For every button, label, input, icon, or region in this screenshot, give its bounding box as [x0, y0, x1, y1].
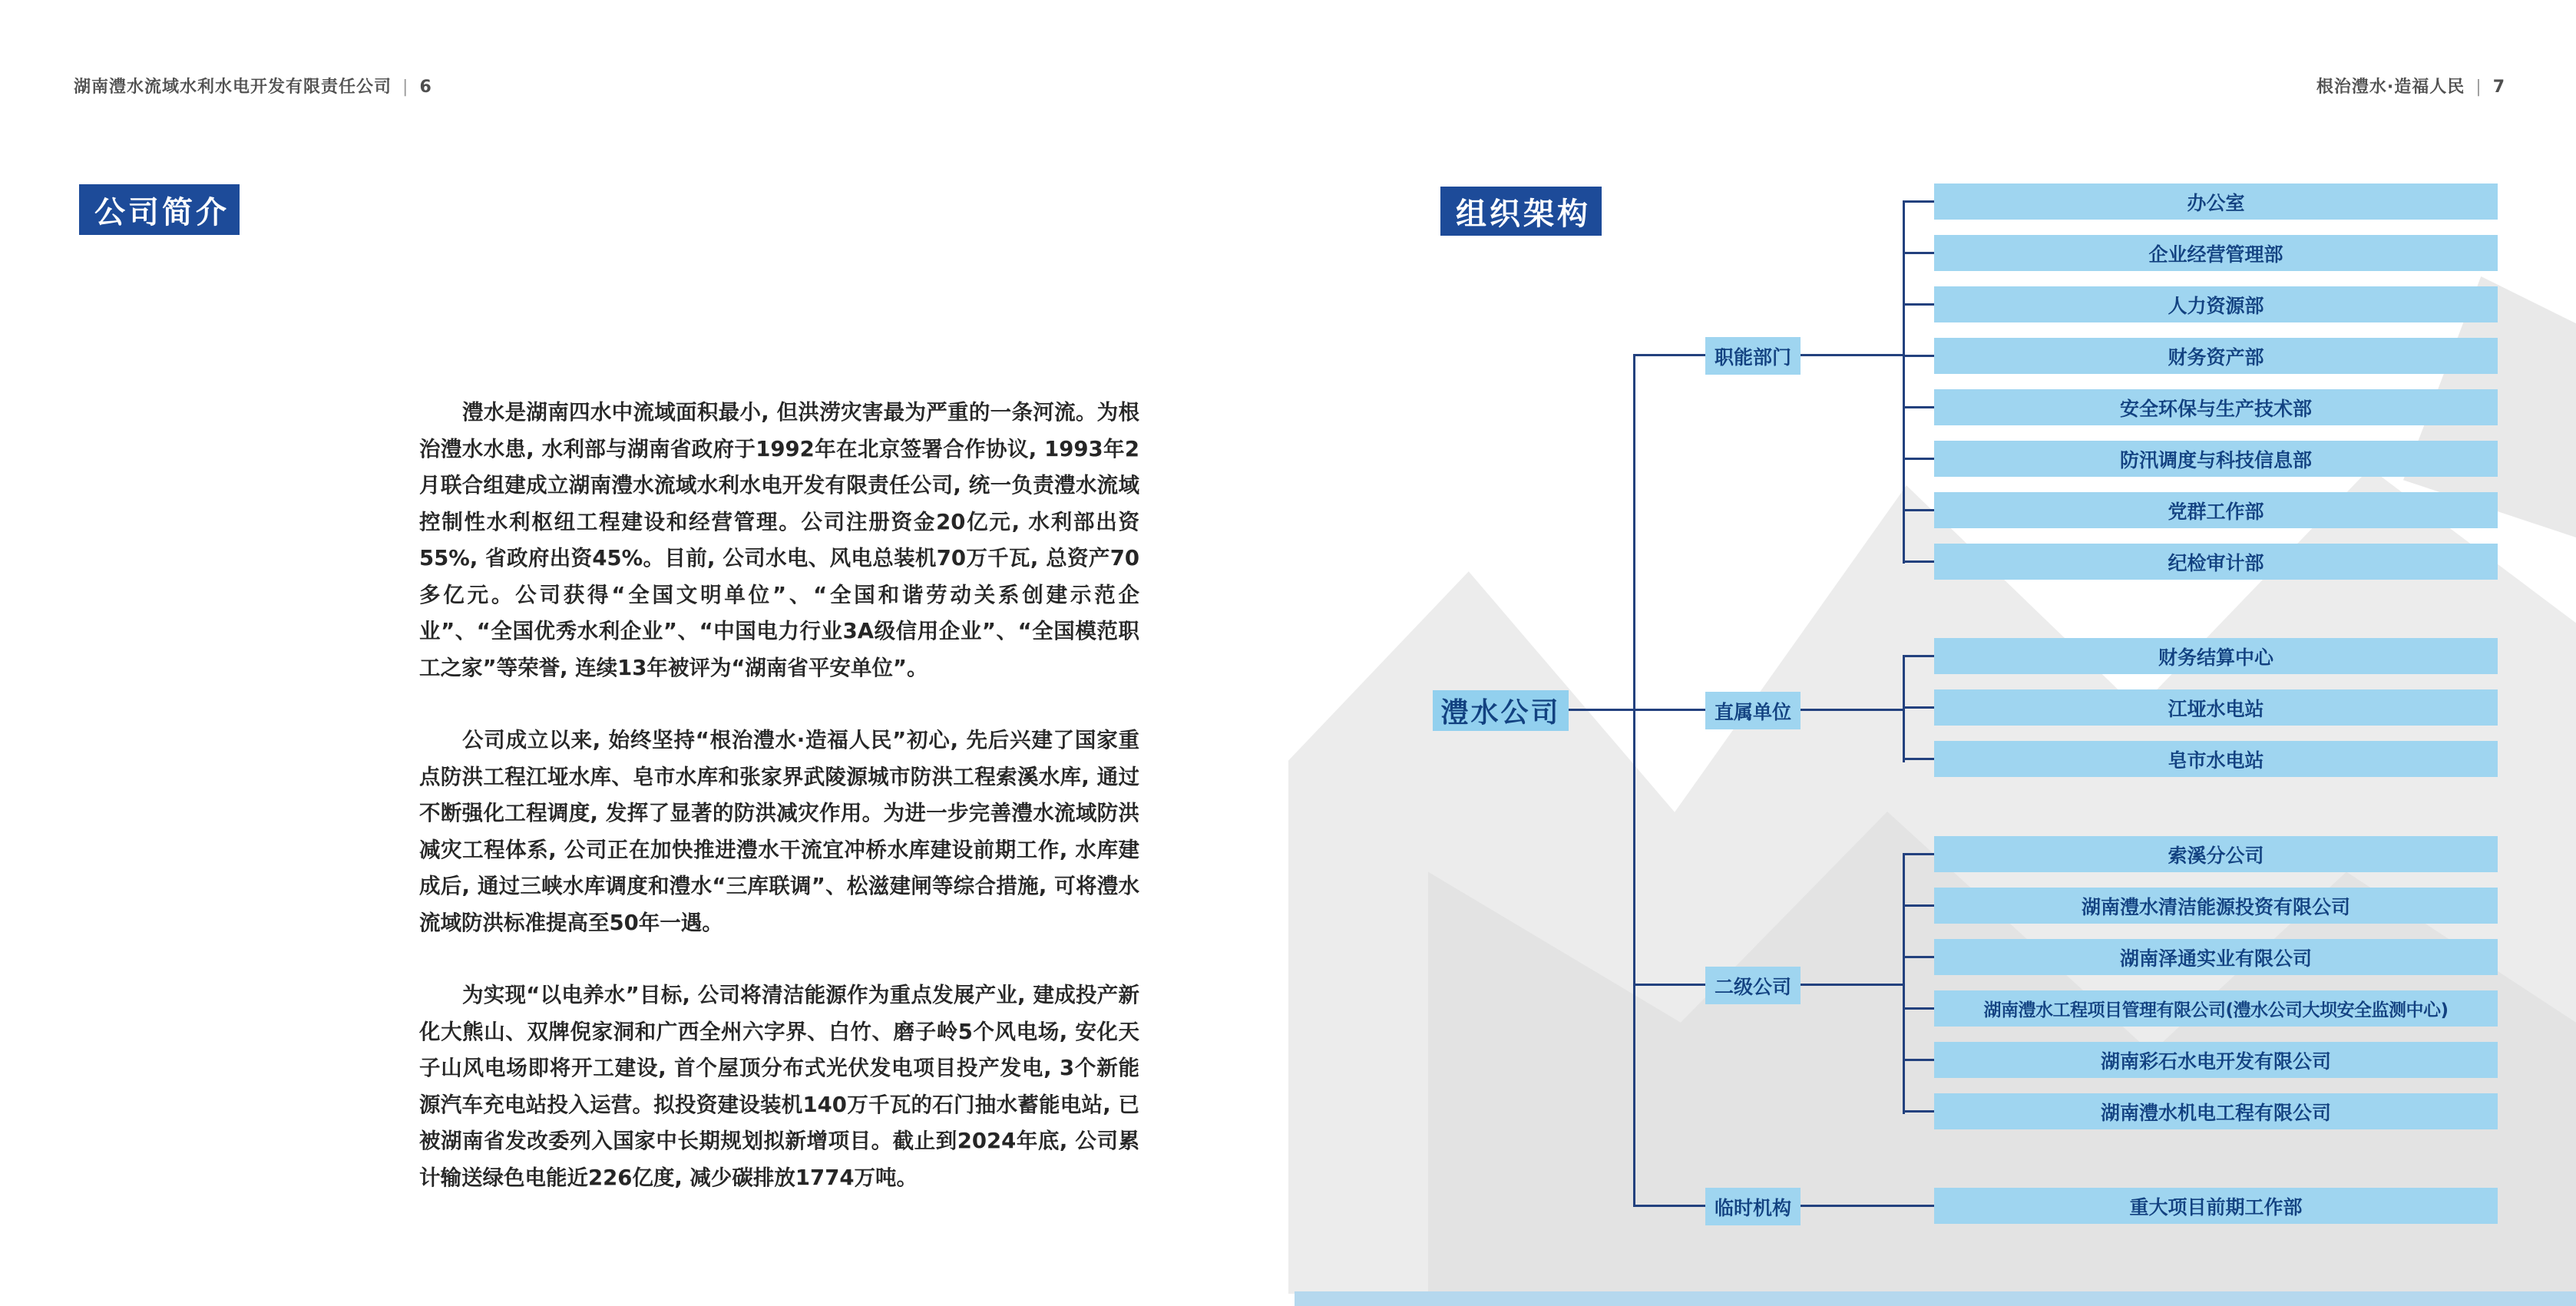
connector-fan — [1903, 655, 1905, 762]
org-box-suoxi-branch: 索溪分公司 — [1934, 836, 2498, 872]
org-category-directly-affiliated-units: 直属单位 — [1705, 692, 1801, 729]
connector-branch — [1635, 354, 1706, 356]
connector-stub — [1903, 758, 1934, 760]
org-box-caishi-hydropower-co: 湖南彩石水电开发有限公司 — [1934, 1042, 2498, 1078]
org-box-financial-settlement-center: 财务结算中心 — [1934, 638, 2498, 674]
org-box-project-management-co: 湖南澧水工程项目管理有限公司(澧水公司大坝安全监测中心) — [1934, 990, 2498, 1027]
org-box-party-mass-work-dept: 党群工作部 — [1934, 492, 2498, 528]
org-category-secondary-companies: 二级公司 — [1705, 967, 1801, 1004]
bottom-blue-strip — [1295, 1291, 2576, 1306]
paragraph-2: 公司成立以来, 始终坚持“根治澧水·造福人民”初心, 先后兴建了国家重点防洪工程江垭水库、皂市水库和张家界武陵源城市防洪工程索溪水库, 通过不断强化工程调度, 发挥了显著的防洪减灾作用。为进一步完善澧水流域防洪减灾工程体系, 公司正在加快推进澧水干流宜冲桥水库建设前期工作, 水库建成后, 通过三峡水库调度和澧水“三库联调”、松滋建闸等综合措施, 可将澧水流域防洪标准提高至50年一遇。 — [419, 728, 1139, 935]
header-divider: | — [402, 78, 409, 97]
header-divider: | — [2475, 78, 2482, 97]
right-page-header — [2316, 74, 2505, 98]
connector-stub — [1903, 252, 1934, 254]
connector-stub — [1903, 655, 1934, 657]
org-box-major-project-preliminary-work-dept: 重大项目前期工作部 — [1934, 1188, 2498, 1224]
connector-stub — [1903, 706, 1934, 709]
org-box-zaoshi-hydropower-station: 皂市水电站 — [1934, 741, 2498, 777]
connector-branch — [1635, 709, 1706, 711]
org-box-mechanical-electrical-engineering-co: 湖南澧水机电工程有限公司 — [1934, 1093, 2498, 1129]
paragraph-1: 澧水是湖南四水中流域面积最小, 但洪涝灾害最为严重的一条河流。为根治澧水水患, 水利部与湖南省政府于1992年在北京签署合作协议, 1993年2月联合组建成立湖南澧水流域水利水电开发有限责任公司, 统一负责澧水流域控制性水利枢纽工程建设和经营管理。公司注册资金20亿元, 水利部出资55%, 省政府出资45%。目前, 公司水电、风电总装机70万千瓦, 总资产70多亿元。公司获得“全国文明单位”、“全国和谐劳动关系创建示范企业”、“全国优秀水利企业”、“中国电力行业3A级信用企业”、“全国模范职工之家”等荣誉, 连续13年被评为“湖南省平安单位”。 — [419, 400, 1139, 680]
org-box-zetong-industrial-co: 湖南泽通实业有限公司 — [1934, 939, 2498, 975]
connector-category — [1801, 984, 1905, 986]
org-box-human-resources-dept: 人力资源部 — [1934, 286, 2498, 322]
connector-stub — [1903, 1007, 1934, 1010]
section-title-org-structure: 组织架构 — [1440, 187, 1602, 236]
right-header-slogan: 根治澧水·造福人民 — [2316, 78, 2465, 97]
connector-stub — [1903, 509, 1934, 511]
connector-stub — [1903, 303, 1934, 306]
connector-fan — [1903, 853, 1905, 1114]
org-box-general-office: 办公室 — [1934, 184, 2498, 220]
connector-category — [1801, 1205, 1934, 1207]
connector-stub — [1903, 853, 1934, 855]
connector-stub — [1903, 956, 1934, 958]
org-box-finance-assets-dept: 财务资产部 — [1934, 338, 2498, 374]
left-page-header — [74, 74, 432, 98]
connector-stub — [1903, 355, 1934, 357]
section-title-company-intro: 公司简介 — [79, 184, 240, 235]
org-box-jiangya-hydropower-station: 江垭水电站 — [1934, 689, 2498, 726]
paragraph-3: 为实现“以电养水”目标, 公司将清洁能源作为重点发展产业, 建成投产新化大熊山、双牌倪家洞和广西全州六字界、白竹、磨子岭5个风电场, 安化天子山风电场即将开工建设, 首个屋顶分布式光伏发电项目投产发电, 3个新能源汽车充电站投入运营。拟投资建设装机140万千瓦的石门抽水蓄能电站, 已被湖南省发改委列入国家中长期规划拟新增项目。截止到2024年底, 公司累计输送绿色电能近226亿度, 减少碳排放1774万吨。 — [419, 983, 1139, 1190]
connector-stub — [1903, 1110, 1934, 1113]
org-box-flood-control-tech-info-dept: 防汛调度与科技信息部 — [1934, 441, 2498, 477]
org-category-functional-departments: 职能部门 — [1705, 337, 1801, 375]
connector-category — [1801, 354, 1905, 356]
right-page-number: 7 — [2492, 78, 2505, 97]
connector-stub — [1903, 406, 1934, 408]
org-box-business-management-dept: 企业经营管理部 — [1934, 235, 2498, 271]
connector-stub — [1903, 458, 1934, 460]
company-intro-text — [419, 395, 1139, 1196]
connector-stub — [1903, 1059, 1934, 1061]
connector-root — [1569, 709, 1635, 711]
org-root-lishui-company: 澧水公司 — [1433, 690, 1569, 731]
connector-branch — [1635, 1205, 1706, 1207]
org-box-clean-energy-investment-co: 湖南澧水清洁能源投资有限公司 — [1934, 888, 2498, 924]
connector-branch — [1635, 984, 1706, 986]
connector-stub — [1903, 200, 1934, 203]
org-box-safety-environment-production-dept: 安全环保与生产技术部 — [1934, 389, 2498, 425]
left-header-company: 湖南澧水流域水利水电开发有限责任公司 — [74, 78, 392, 97]
connector-stub — [1903, 560, 1934, 563]
connector-trunk — [1633, 354, 1635, 1207]
connector-stub — [1903, 904, 1934, 907]
connector-category — [1801, 709, 1905, 711]
org-box-discipline-audit-dept: 纪检审计部 — [1934, 544, 2498, 580]
org-category-temporary-organizations: 临时机构 — [1705, 1188, 1801, 1225]
left-page-number: 6 — [419, 78, 432, 97]
